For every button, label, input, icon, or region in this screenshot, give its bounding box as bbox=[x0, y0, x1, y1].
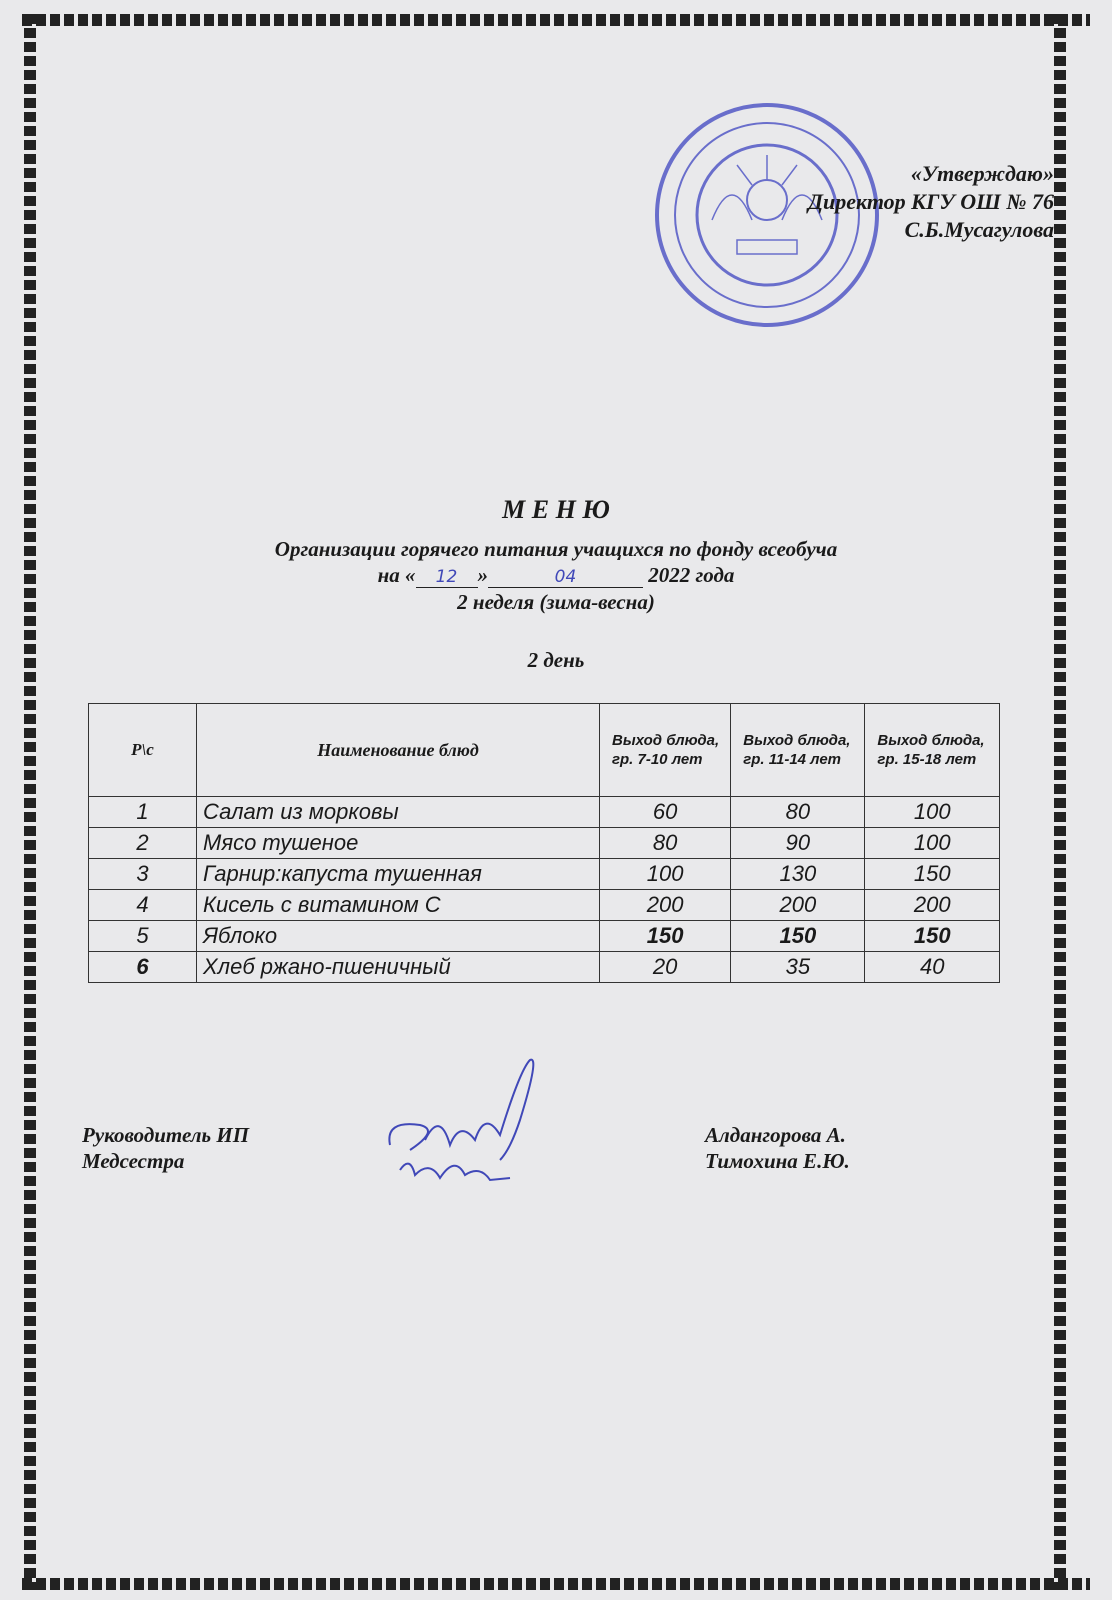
row-number: 6 bbox=[89, 952, 197, 983]
row-number: 1 bbox=[89, 797, 197, 828]
table-row bbox=[89, 952, 1000, 983]
manager-name: Алдангорова А. bbox=[705, 1123, 846, 1147]
decorative-border-right bbox=[1054, 14, 1066, 1590]
portion-11-14: 80 bbox=[731, 797, 865, 828]
date-line bbox=[0, 563, 1112, 588]
approval-heading: «Утверждаю» bbox=[910, 161, 1054, 186]
role-manager: Руководитель ИП bbox=[82, 1123, 250, 1147]
date-day: 12 bbox=[416, 567, 478, 588]
portion-7-10: 150 bbox=[600, 921, 731, 952]
col-header-number: Р\с bbox=[89, 704, 197, 797]
portion-11-14: 130 bbox=[731, 859, 865, 890]
dish-name: Яблоко bbox=[197, 921, 600, 952]
portion-7-10: 20 bbox=[600, 952, 731, 983]
menu-table bbox=[88, 703, 1000, 983]
date-prefix: на « bbox=[377, 563, 416, 587]
signature-names bbox=[705, 1122, 850, 1174]
table-row bbox=[89, 890, 1000, 921]
portion-11-14: 150 bbox=[731, 921, 865, 952]
table-row bbox=[89, 859, 1000, 890]
row-number: 2 bbox=[89, 828, 197, 859]
decorative-border-left bbox=[24, 14, 36, 1590]
portion-11-14: 35 bbox=[731, 952, 865, 983]
nurse-name: Тимохина Е.Ю. bbox=[705, 1149, 850, 1173]
dish-name: Гарнир:капуста тушенная bbox=[197, 859, 600, 890]
table-row bbox=[89, 797, 1000, 828]
table-row bbox=[89, 828, 1000, 859]
page-title: М Е Н Ю bbox=[502, 495, 610, 524]
date-year: 2022 года bbox=[648, 563, 735, 587]
handwritten-signature bbox=[380, 1050, 550, 1190]
portion-7-10: 200 bbox=[600, 890, 731, 921]
portion-15-18: 150 bbox=[865, 859, 1000, 890]
signature-roles bbox=[82, 1122, 249, 1174]
decorative-border-bottom bbox=[22, 1578, 1090, 1590]
portion-15-18: 150 bbox=[865, 921, 1000, 952]
table-row bbox=[89, 921, 1000, 952]
portion-15-18: 100 bbox=[865, 797, 1000, 828]
dish-name: Салат из морковы bbox=[197, 797, 600, 828]
decorative-border-top bbox=[22, 14, 1090, 26]
approval-block bbox=[808, 160, 1054, 244]
portion-7-10: 80 bbox=[600, 828, 731, 859]
subtitle: Организации горячего питания учащихся по фонду всеобуча bbox=[274, 537, 838, 561]
portion-15-18: 200 bbox=[865, 890, 1000, 921]
day-label: 2 день bbox=[527, 648, 585, 672]
table-header-row bbox=[89, 704, 1000, 797]
row-number: 4 bbox=[89, 890, 197, 921]
row-number: 5 bbox=[89, 921, 197, 952]
portion-15-18: 100 bbox=[865, 828, 1000, 859]
col-header-15-18: Выход блюда, гр. 15-18 лет bbox=[865, 704, 1000, 797]
portion-7-10: 100 bbox=[600, 859, 731, 890]
col-header-dish: Наименование блюд bbox=[197, 704, 600, 797]
portion-11-14: 90 bbox=[731, 828, 865, 859]
dish-name: Хлеб ржано-пшеничный bbox=[197, 952, 600, 983]
date-mid: » bbox=[477, 563, 488, 587]
portion-11-14: 200 bbox=[731, 890, 865, 921]
director-title: Директор КГУ ОШ № 76 bbox=[807, 189, 1054, 214]
role-nurse: Медсестра bbox=[82, 1149, 185, 1173]
date-month: 04 bbox=[488, 567, 643, 588]
dish-name: Кисель с витамином С bbox=[197, 890, 600, 921]
row-number: 3 bbox=[89, 859, 197, 890]
dish-name: Мясо тушеное bbox=[197, 828, 600, 859]
col-header-7-10: Выход блюда, гр. 7-10 лет bbox=[600, 704, 731, 797]
director-name: С.Б.Мусагулова bbox=[904, 217, 1054, 242]
portion-15-18: 40 bbox=[865, 952, 1000, 983]
portion-7-10: 60 bbox=[600, 797, 731, 828]
col-header-11-14: Выход блюда, гр. 11-14 лет bbox=[731, 704, 865, 797]
week-label: 2 неделя (зима-весна) bbox=[457, 590, 655, 614]
